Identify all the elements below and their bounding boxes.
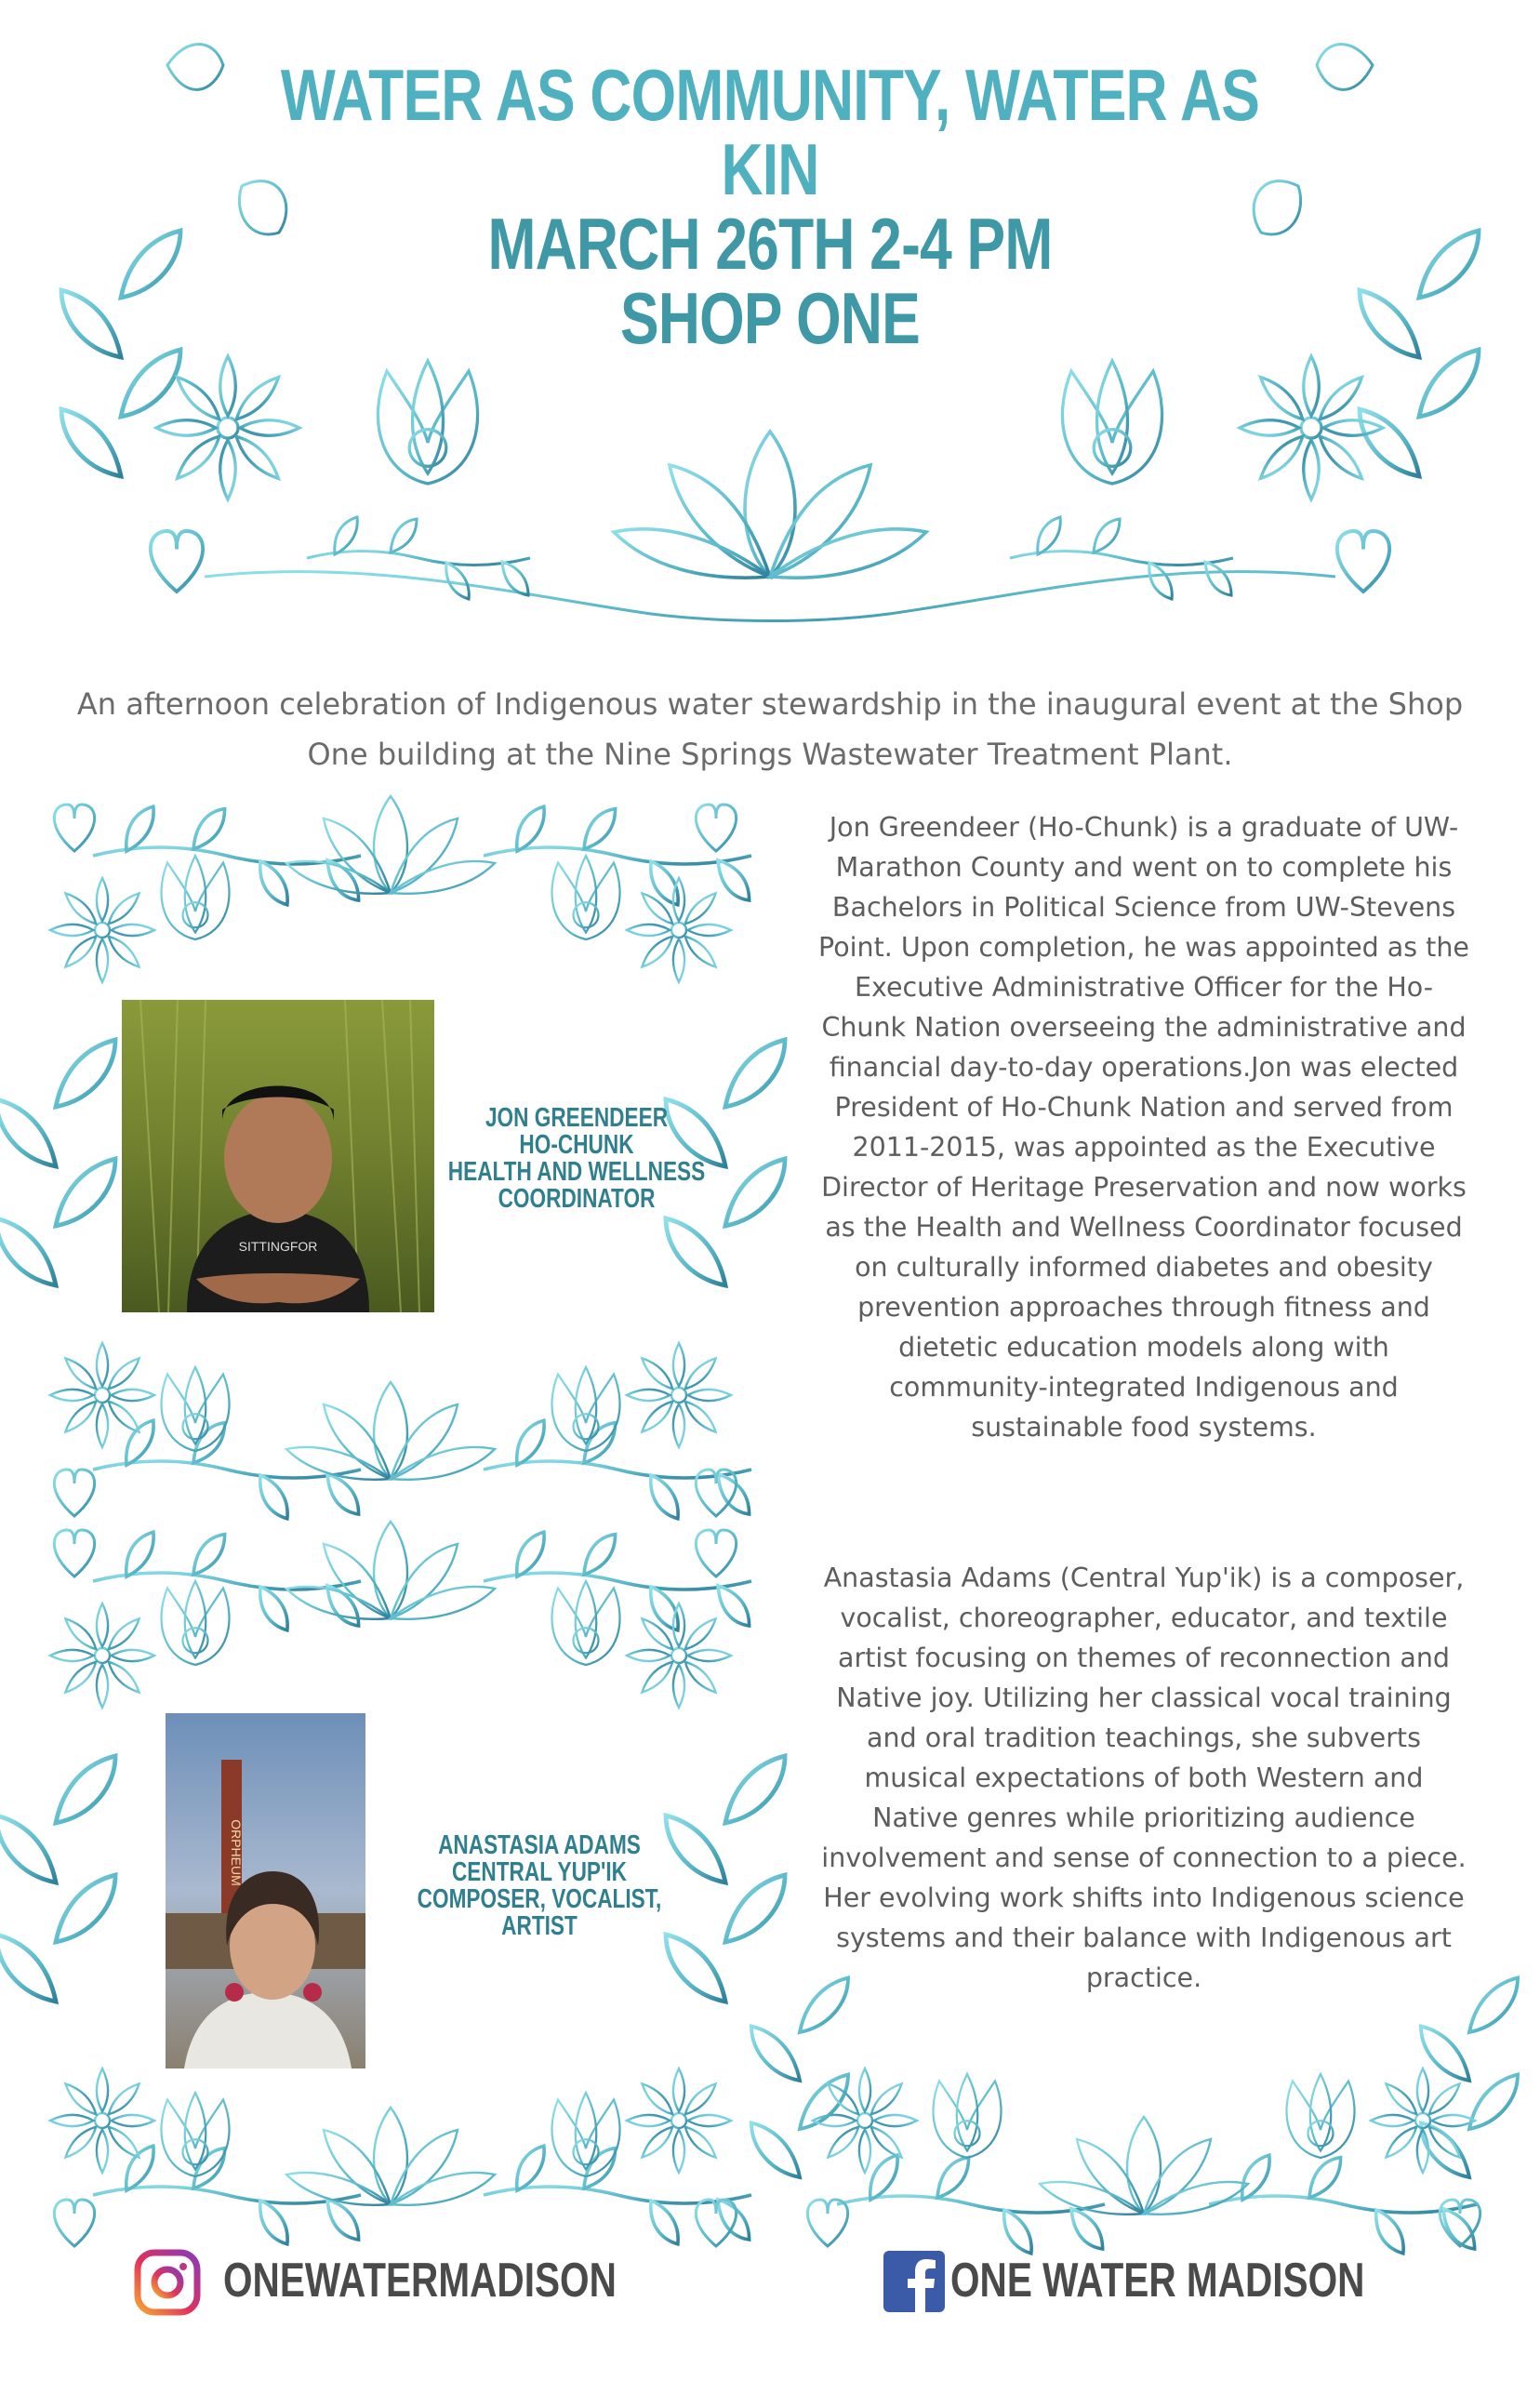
anastasia-adams-bio: Anastasia Adams (Central Yup'ik) is a composer, vocalist, choreographer, educator, and textile artist focusing on themes of reconnection and Native joy. Utilizing her classical vocal training and oral tradition teachings, she subverts musical expectations of both Western and Native genres while prioritizing audience involvement and sense of connection to a piece. Her evolving work shifts into Indigenous science systems and their balance with Indigenous art practice. <box>821 1563 1467 1993</box>
caption-name: JON GREENDEER <box>485 1103 669 1133</box>
caption-role: COMPOSER, VOCALIST, <box>417 1884 662 1914</box>
orpheum-sign-text: ORPHEUM <box>229 1819 244 1886</box>
jon-caption <box>446 1105 708 1213</box>
intro-text: An afternoon celebration of Indigenous water stewardship in the inaugural event at the Shop One building at the Nine Springs Wastewater Treatment Plant. <box>76 686 1464 772</box>
caption-role-2: ARTIST <box>501 1911 578 1941</box>
event-title <box>149 54 1391 359</box>
caption-nation: HO-CHUNK <box>519 1130 634 1160</box>
caption-role: HEALTH AND WELLNESS <box>447 1157 706 1187</box>
anastasia-caption <box>409 1832 670 1940</box>
caption-nation: CENTRAL YUP'IK <box>451 1857 628 1887</box>
anastasia-adams-photo <box>166 1713 365 2068</box>
jon-greendeer-photo <box>122 1000 434 1312</box>
shirt-text: SITTINGFOR <box>238 1239 318 1254</box>
caption-role-2: COORDINATOR <box>498 1184 656 1214</box>
jon-greendeer-bio: Jon Greendeer (Ho-Chunk) is a graduate of UW-Marathon County and went on to complete his Bachelors in Political Science from UW-Stevens Point. Upon completion, he was appointed as the Executive Administrative Officer for the Ho-Chunk Nation overseeing the administrative and financial day-to-day operations.Jon was elected President of Ho-Chunk Nation and served from 2011-2015, was appointed as the Executive Director of Heritage Preservation and now works as the Health and Wellness Coordinator focused on culturally informed diabetes and obesity prevention approaches through fitness and dietetic education models along with community-integrated Indigenous and sustainable food systems. <box>818 812 1469 1443</box>
instagram-handle[interactable]: ONEWATERMADISON <box>223 2254 617 2308</box>
instagram-icon[interactable] <box>134 2249 201 2316</box>
caption-name: ANASTASIA ADAMS <box>438 1830 641 1860</box>
bottom-right-floral <box>751 1978 1518 2254</box>
title-venue: SHOP ONE <box>620 277 920 359</box>
title-date-time: MARCH 26TH 2-4 PM <box>487 203 1053 285</box>
facebook-icon[interactable] <box>883 2251 945 2312</box>
title-line-1: WATER AS COMMUNITY, WATER AS KIN <box>280 54 1260 210</box>
facebook-page-name[interactable]: ONE WATER MADISON <box>950 2254 1365 2308</box>
